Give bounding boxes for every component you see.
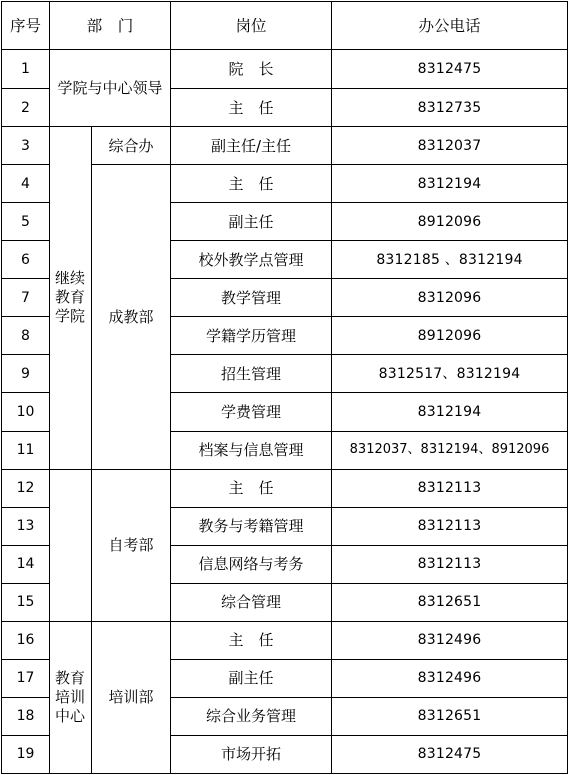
training-dept-cell: 培训部 [92,621,171,773]
seq-cell: 13 [2,507,50,545]
post-cell: 综合管理 [171,583,332,621]
self-exam-left-blank [50,469,92,621]
post-cell [171,621,332,659]
seq-cell: 9 [2,355,50,393]
phone-cell: 8912096 [332,203,568,241]
post-cell [171,165,332,203]
phone-cell [332,241,568,279]
seq-cell: 17 [2,659,50,697]
seq-cell: 8 [2,317,50,355]
phone-cell: 8312194 [332,393,568,431]
seq-cell: 16 [2,621,50,659]
phone-directory-table [1,1,568,774]
post-cell: 校外教学点管理 [171,241,332,279]
post-cell: 学籍学历管理 [171,317,332,355]
post-cell: 信息网络与考务 [171,545,332,583]
phone-cell: 8312651 [332,697,568,735]
self-exam-dept-cell: 自考部 [92,469,171,621]
phone-cell: 8312475 [332,735,568,773]
seq-cell: 3 [2,127,50,165]
seq-cell: 10 [2,393,50,431]
phone-cell: 8312651 [332,583,568,621]
post-cell [171,469,332,507]
post-cell: 副主任 [171,659,332,697]
phone-cell: 8312475 [332,50,568,89]
leadership-group-cell: 学院与中心领导 [50,50,171,127]
post-cell: 学费管理 [171,393,332,431]
post-cell: 档案与信息管理 [171,431,332,469]
continuing-edu-college-cell [50,127,92,469]
table-row [2,621,568,659]
phone-cell: 8312113 [332,507,568,545]
phone-cell: 8312037 [332,127,568,165]
seq-cell: 15 [2,583,50,621]
header-dept [50,2,171,50]
training-center-label: 教育 培训 中心 [55,668,86,725]
seq-cell: 12 [2,469,50,507]
phone-cell: 8312735 [332,89,568,127]
table-row [2,50,568,89]
phone-cell: 8312496 [332,621,568,659]
phone-cell: 8312496 [332,659,568,697]
seq-cell: 4 [2,165,50,203]
post-cell [171,50,332,89]
seq-cell: 19 [2,735,50,773]
seq-cell: 7 [2,279,50,317]
general-office-cell: 综合办 [92,127,171,165]
phone-cell: 8312113 [332,545,568,583]
phone-cell: 8312517、8312194 [332,355,568,393]
header-phone: 办公电话 [332,2,568,50]
post-label: 院 长 [228,60,274,79]
post-cell [171,89,332,127]
phone-cell: 8312037、8312194、8912096 [332,431,568,469]
header-row [2,2,568,50]
phone-cell: 8312113 [332,469,568,507]
post-cell: 副主任 [171,203,332,241]
post-cell: 市场开拓 [171,735,332,773]
adult-edu-dept-cell: 成教部 [92,165,171,469]
phone-cell: 8912096 [332,317,568,355]
seq-cell: 5 [2,203,50,241]
phone-cell: 8312194 [332,165,568,203]
post-cell: 教务与考籍管理 [171,507,332,545]
post-label: 主 任 [228,479,274,498]
header-dept-label: 部 门 [86,16,134,35]
post-label: 主 任 [228,631,274,650]
post-label: 主 任 [228,98,274,117]
table-row [2,469,568,507]
seq-cell: 6 [2,241,50,279]
post-cell: 综合业务管理 [171,697,332,735]
seq-cell: 2 [2,89,50,127]
post-cell: 教学管理 [171,279,332,317]
seq-cell: 1 [2,50,50,89]
post-cell: 招生管理 [171,355,332,393]
phone-label: 8312185 、8312194 [376,251,523,268]
seq-cell: 18 [2,697,50,735]
post-cell: 副主任/主任 [171,127,332,165]
training-center-cell [50,621,92,773]
continuing-edu-college-label: 继续 教育 学院 [55,269,86,326]
table-row [2,127,568,165]
post-label: 主 任 [228,174,274,193]
seq-cell: 11 [2,431,50,469]
seq-cell: 14 [2,545,50,583]
phone-cell: 8312096 [332,279,568,317]
header-seq: 序号 [2,2,50,50]
header-post: 岗位 [171,2,332,50]
